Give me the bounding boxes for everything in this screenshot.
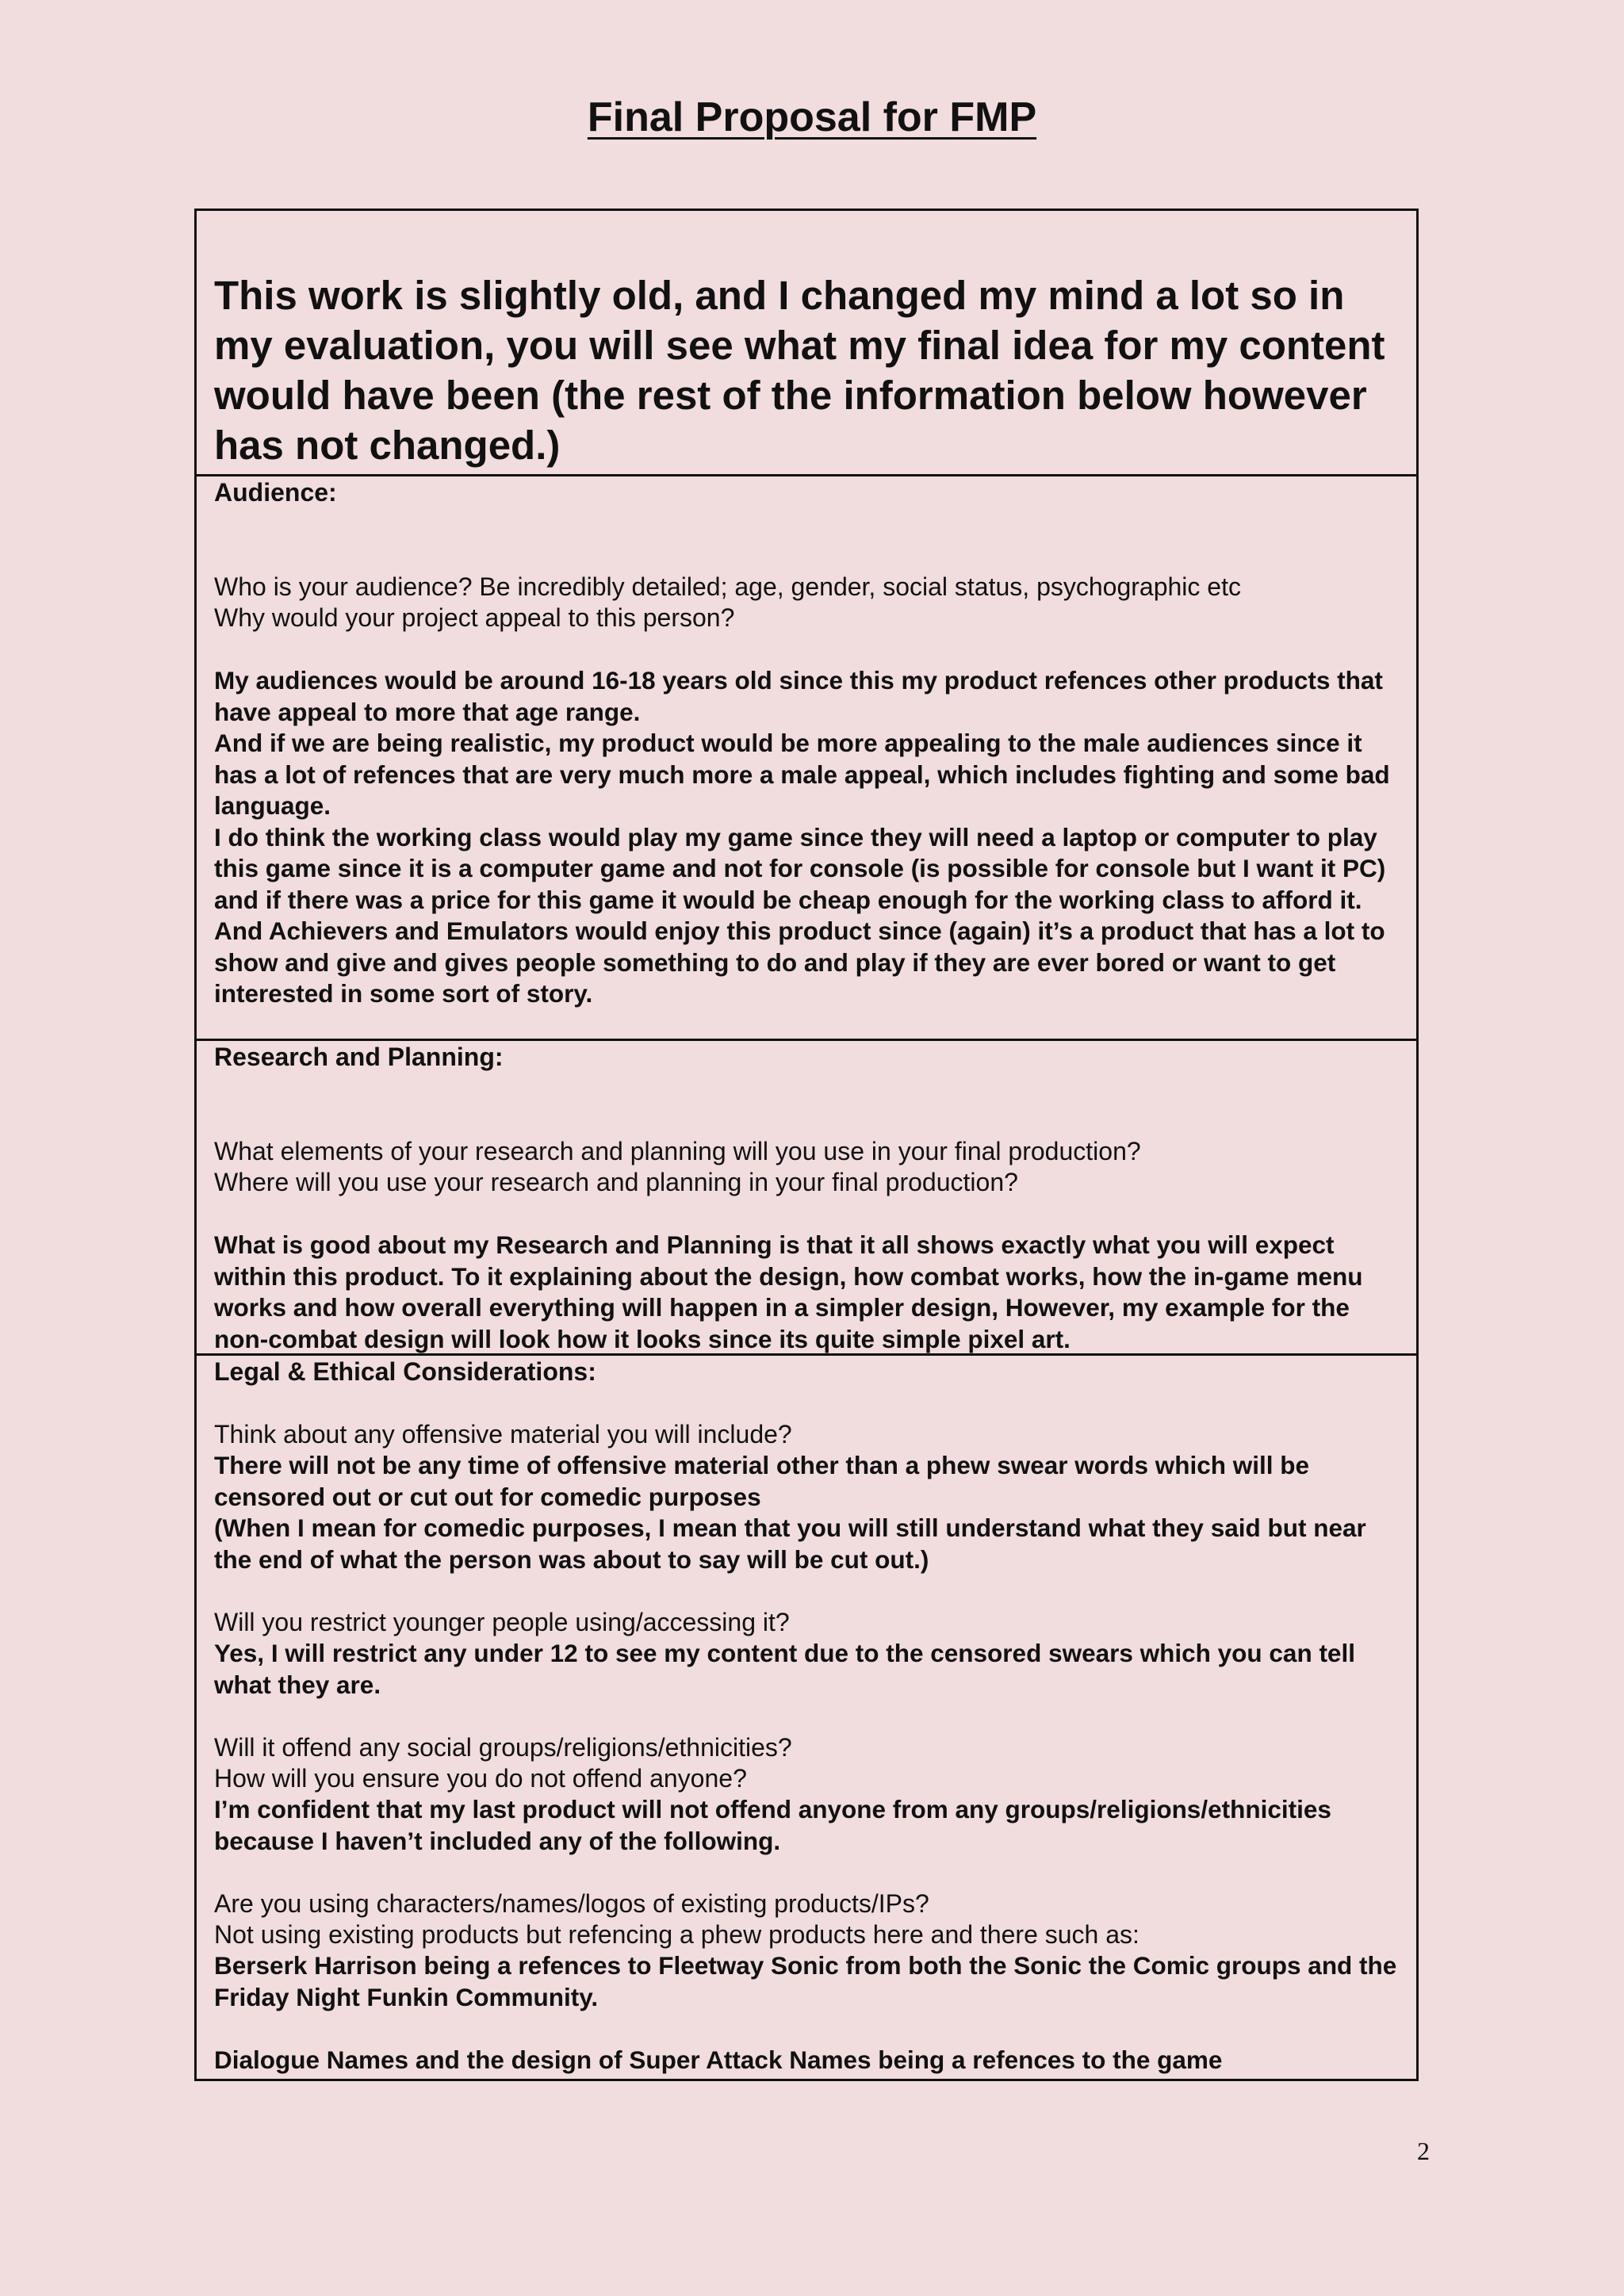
- legal-question-restrict: Will you restrict younger people using/accessing it?: [214, 1608, 790, 1636]
- research-question-2: Where will you use your research and planning in your final production?: [214, 1168, 1018, 1196]
- legal-answer-offend: I’m confident that my last product will not offend anyone from any groups/religions/ethnicities because I haven’t included any of the following.: [214, 1795, 1331, 1855]
- research-heading: Research and Planning:: [214, 1043, 504, 1071]
- legal-question-ips: Are you using characters/names/logos of existing products/IPs?: [214, 1889, 929, 1918]
- audience-question-1: Who is your audience? Be incredibly detailed; age, gender, social status, psychographic etc: [214, 572, 1241, 601]
- audience-question-2: Why would your project appeal to this person?: [214, 603, 735, 632]
- legal-answer-offensive: There will not be any time of offensive material other than a phew swear words which will be censored out or cut out for comedic purposes (When I mean for comedic purposes, I mean that you will still understand what they said but near the end of what the person was about to say will be cut out.): [214, 1451, 1366, 1574]
- audience-answer: My audiences would be around 16-18 years old since this my product refences other products that have appeal to more that age range. And if we are being realistic, my product would be more appealing to the male audiences since it has a lot of refences that are very much more a male appeal, which includes fighting and some bad language. I do think the working class would play my game since they will need a laptop or computer to play this game since it is a computer game and not for console (is possible for console but I want it PC) and if there was a price for this game it would be cheap enough for the working class to afford it. And Achievers and Emulators would enjoy this product since (again) it’s a product that has a lot to show and give and gives people something to do and play if they are ever bored or want to get interested in some sort of story.: [214, 666, 1390, 1008]
- legal-question-offensive: Think about any offensive material you will include?: [214, 1420, 792, 1448]
- research-answer: What is good about my Research and Planning is that it all shows exactly what you will expect within this product. To it explaining about the design, how combat works, how the in-game menu works and how overall everything will happen in a simpler design, However, my example for the non-combat design will look how it looks since its quite simple pixel art.: [214, 1230, 1363, 1353]
- legal-question-ensure: How will you ensure you do not offend anyone?: [214, 1764, 747, 1793]
- intro-note: This work is slightly old, and I changed my mind a lot so in my evaluation, you will see what my final idea for my content would have been (the rest of the information below however has not changed.): [214, 273, 1385, 468]
- research-cell: [197, 1041, 1416, 1356]
- legal-note-ips: Not using existing products but refencing a phew products here and there such as:: [214, 1920, 1139, 1949]
- legal-answer-restrict: Yes, I will restrict any under 12 to see my content due to the censored swears which you can tell what they are.: [214, 1639, 1355, 1699]
- research-question-1: What elements of your research and planning will you use in your final production?: [214, 1137, 1141, 1165]
- audience-heading: Audience:: [214, 478, 337, 507]
- audience-cell: [197, 476, 1416, 1041]
- legal-question-offend: Will it offend any social groups/religions/ethnicities?: [214, 1733, 792, 1762]
- legal-cell: [197, 1356, 1416, 2079]
- legal-answer-ips-1: Berserk Harrison being a refences to Fleetway Sonic from both the Sonic the Comic groups and the Friday Night Funkin Community.: [214, 1951, 1397, 2011]
- legal-heading: Legal & Ethical Considerations:: [214, 1357, 596, 1386]
- legal-answer-ips-2: Dialogue Names and the design of Super Attack Names being a refences to the game: [214, 2045, 1223, 2074]
- page-title: Final Proposal for FMP: [587, 94, 1037, 140]
- proposal-table: [194, 209, 1419, 2081]
- page-number: 2: [1417, 2137, 1430, 2165]
- intro-cell: [197, 211, 1416, 476]
